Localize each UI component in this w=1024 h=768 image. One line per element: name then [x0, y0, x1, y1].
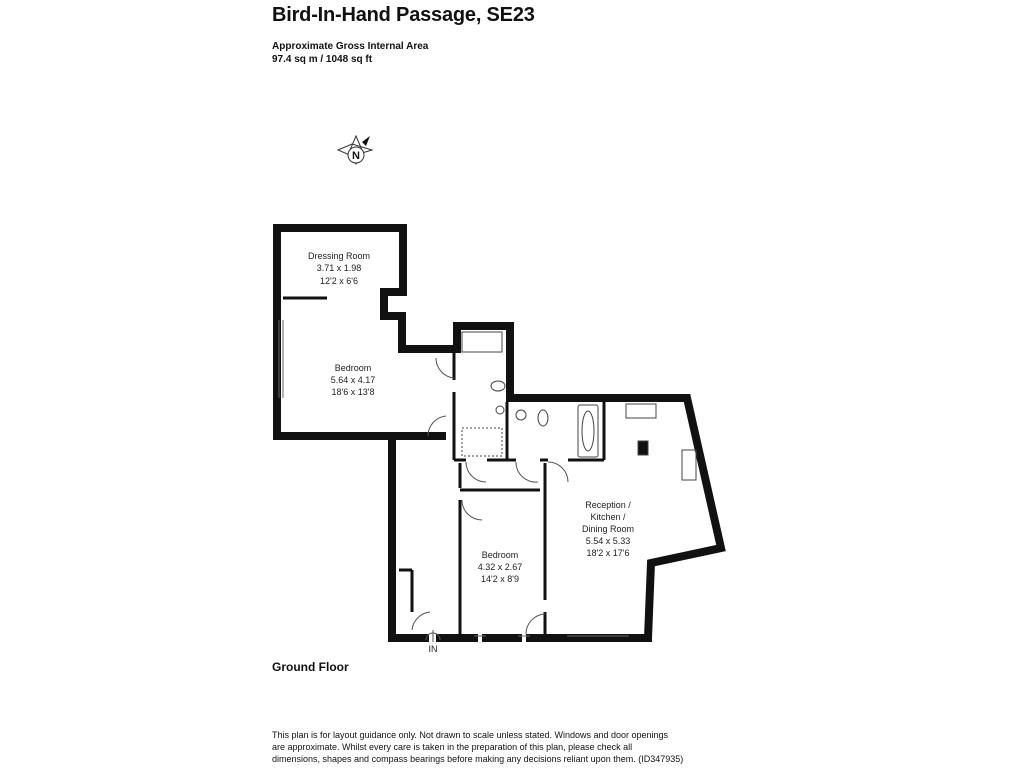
room-name: Bedroom [334, 363, 372, 373]
room-imperial: 14'2 x 8'9 [481, 574, 519, 584]
disclaimer-line: are approximate. Whilst every care is taken in the preparation of this plan, please check all [272, 742, 633, 752]
room-metric: 4.32 x 2.67 [477, 562, 523, 572]
room-metric: 5.64 x 4.17 [330, 375, 376, 385]
column-icon [638, 441, 648, 455]
door-swing-icon [436, 358, 454, 378]
room-name: Bedroom [481, 550, 519, 560]
bath-icon [578, 405, 598, 457]
room-name-line3: Dining Room [581, 524, 635, 534]
gross-area-value: 97.4 sq m / 1048 sq ft [272, 54, 373, 65]
disclaimer-line: dimensions, shapes and compass bearings before making any decisions reliant upon them. (ID347935) [272, 754, 684, 764]
room-bedroom-main [331, 363, 376, 397]
bath-basin-icon [582, 411, 594, 451]
cupboard-icon [462, 332, 502, 352]
door-swing-icon [526, 614, 545, 634]
basin-icon [516, 410, 526, 420]
door-swing-icon [516, 462, 538, 482]
door-swing-icon [412, 612, 430, 630]
room-name-line2: Kitchen / [590, 512, 626, 522]
door-swing-icon [548, 462, 568, 482]
room-imperial: 18'2 x 17'6 [586, 548, 630, 558]
room-dressing [308, 251, 370, 286]
room-metric: 5.54 x 5.33 [585, 536, 631, 546]
disclaimer [272, 729, 712, 765]
room-name-line1: Reception / [585, 500, 631, 510]
plan-title: Bird-In-Hand Passage, SE23 [272, 4, 535, 26]
kitchen-sink-icon [626, 404, 656, 418]
room-name: Dressing Room [307, 251, 371, 261]
room-bedroom-second [478, 550, 523, 584]
room-imperial: 12'2 x 6'6 [320, 276, 358, 286]
shower-icon [462, 428, 502, 456]
door-swing-icon [462, 500, 482, 520]
room-imperial: 18'6 x 13'8 [331, 387, 375, 397]
gross-area-heading: Approximate Gross Internal Area [272, 41, 429, 52]
fixtures [462, 332, 696, 480]
floor-label: Ground Floor [272, 660, 349, 674]
compass-north-letter: N [352, 150, 360, 162]
disclaimer-line: This plan is for layout guidance only. Not drawn to scale unless stated. Windows and door openings [272, 730, 669, 740]
entrance-label: IN [428, 644, 438, 654]
room-reception [582, 500, 634, 558]
room-metric: 3.71 x 1.98 [316, 263, 362, 273]
hob-icon [682, 450, 696, 480]
compass-icon [338, 136, 372, 164]
toilet-icon-ensuite [491, 381, 505, 391]
door-swing-icon [466, 462, 486, 482]
toilet-icon [538, 410, 548, 426]
basin-icon-ensuite [496, 406, 504, 414]
